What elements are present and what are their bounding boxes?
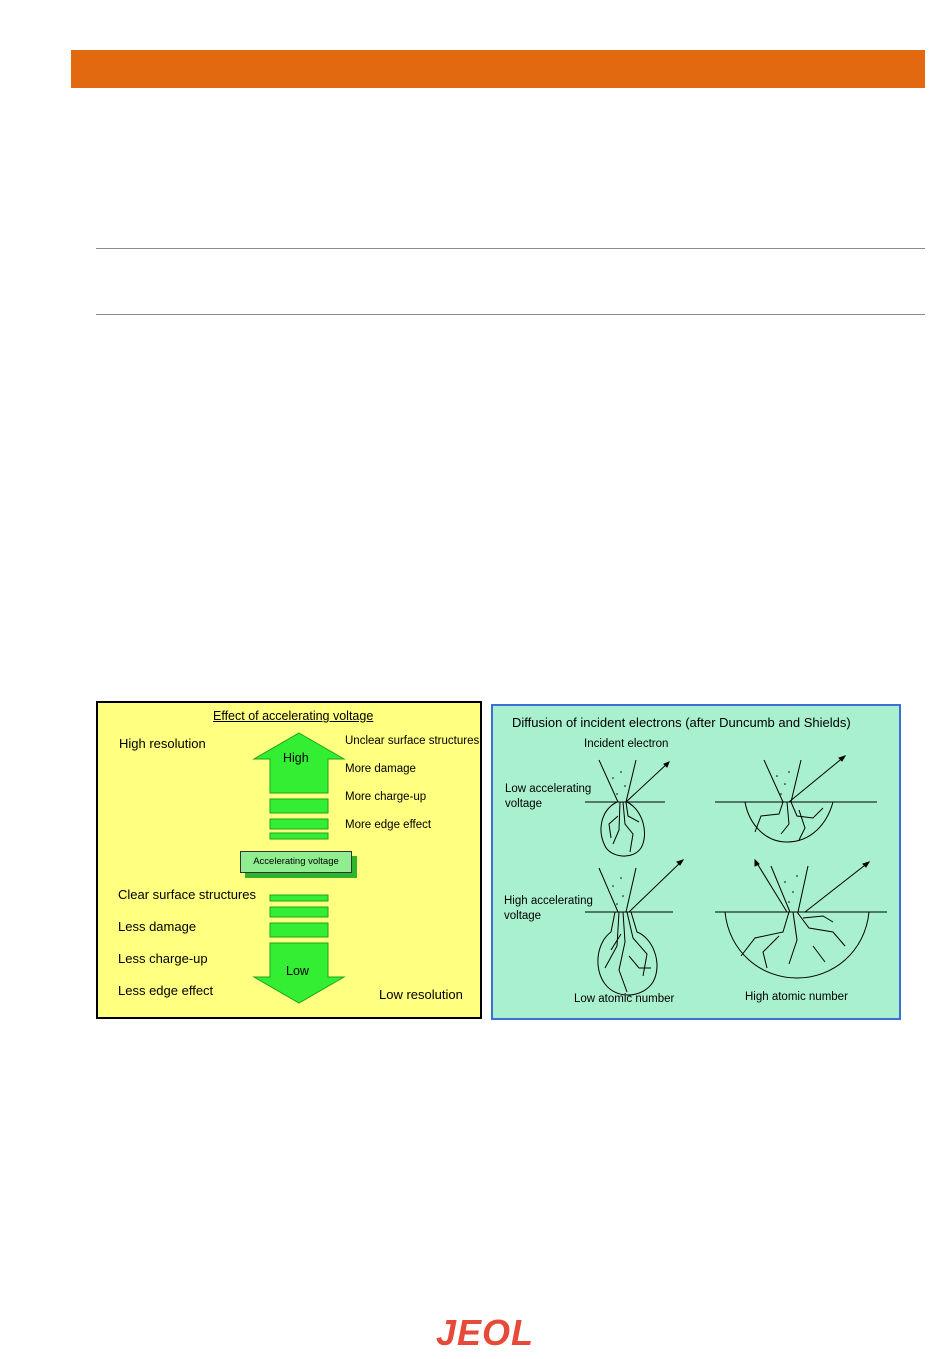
more-damage-label: More damage — [345, 763, 416, 775]
more-charge-up-label: More charge-up — [345, 791, 427, 803]
bottom-rule — [96, 314, 925, 315]
low-atomic-label: Low atomic number — [574, 993, 675, 1005]
high-voltage-low-z — [585, 860, 683, 995]
unclear-surface-label: Unclear surface structures — [345, 735, 480, 747]
high-label: High — [283, 751, 309, 765]
high-atomic-label: High atomic number — [745, 991, 848, 1003]
lower-bar — [270, 923, 328, 937]
more-edge-effect-label: More edge effect — [345, 819, 432, 831]
upper-bar — [270, 833, 328, 839]
lower-bar — [270, 907, 328, 917]
header-bar — [71, 50, 925, 88]
high-resolution-label: High resolution — [119, 736, 206, 751]
low-voltage-high-z — [715, 756, 877, 842]
figure-title: Diffusion of incident electrons (after Duncumb and Shields) — [512, 715, 851, 730]
low-label: Low — [286, 964, 309, 978]
jeol-logo: JEOL — [436, 1312, 535, 1353]
low-voltage-label-1: Low accelerating — [505, 783, 592, 795]
upper-bar — [270, 819, 328, 829]
low-voltage-low-z — [585, 760, 669, 856]
clear-surface-label: Clear surface structures — [118, 887, 256, 902]
figure-title: Effect of accelerating voltage — [213, 709, 374, 723]
less-damage-label: Less damage — [118, 919, 197, 934]
lower-bar — [270, 895, 328, 901]
diffusion-diagram — [493, 706, 899, 1018]
low-resolution-label: Low resolution — [379, 987, 463, 1002]
high-voltage-label-1: High accelerating — [504, 895, 593, 907]
high-voltage-label-2: voltage — [504, 910, 542, 922]
top-rule — [96, 248, 925, 249]
accelerating-voltage-figure — [96, 701, 482, 1019]
less-edge-effect-label: Less edge effect — [118, 983, 214, 998]
low-voltage-label-2: voltage — [505, 798, 543, 810]
upper-bar — [270, 799, 328, 813]
electron-diffusion-figure — [491, 704, 901, 1020]
high-voltage-high-z — [715, 860, 887, 978]
incident-electron-label: Incident electron — [584, 738, 669, 750]
less-charge-up-label: Less charge-up — [118, 951, 208, 966]
accelerating-voltage-box: Accelerating voltage — [240, 851, 352, 873]
